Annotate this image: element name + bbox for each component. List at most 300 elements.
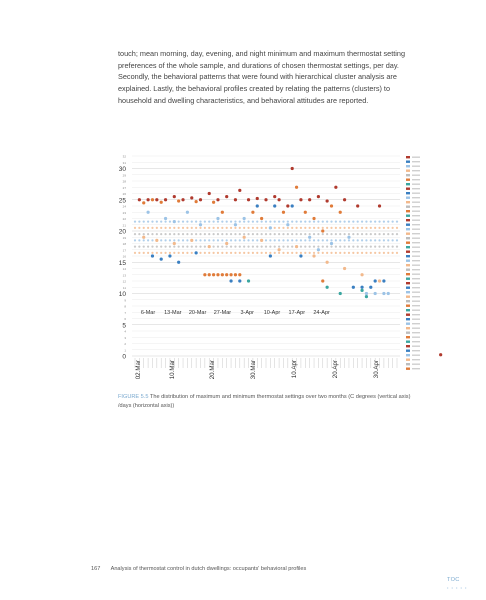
band-point: [252, 227, 254, 229]
band-point: [252, 252, 254, 254]
legend-entry: [412, 355, 420, 356]
band-point: [221, 233, 223, 235]
legend-swatch: [406, 300, 410, 302]
band-point: [365, 227, 367, 229]
band-point: [256, 252, 258, 254]
band-point: [274, 246, 276, 248]
band-point: [317, 233, 319, 235]
band-point: [239, 233, 241, 235]
data-point: [360, 273, 363, 276]
band-point: [230, 239, 232, 241]
legend-swatch: [406, 224, 410, 226]
legend-entry: [412, 319, 420, 320]
band-point: [156, 233, 158, 235]
band-point: [335, 252, 337, 254]
band-point: [182, 221, 184, 223]
band-point: [169, 246, 171, 248]
band-point: [256, 227, 258, 229]
y-axis-ticks: [119, 155, 127, 361]
band-point: [295, 221, 297, 223]
legend-swatch: [406, 314, 410, 316]
data-point: [304, 211, 307, 214]
data-points: [138, 167, 443, 356]
legend-swatch: [406, 206, 410, 208]
chart-legend: [406, 156, 420, 370]
data-point: [247, 198, 250, 201]
band-point: [378, 246, 380, 248]
data-point: [234, 198, 237, 201]
legend-entry: [412, 229, 420, 230]
band-point: [138, 221, 140, 223]
data-point: [247, 279, 250, 282]
band-point: [330, 239, 332, 241]
band-point: [287, 252, 289, 254]
band-point: [309, 221, 311, 223]
band-point: [173, 233, 175, 235]
band-point: [199, 221, 201, 223]
band-point: [134, 233, 136, 235]
band-point: [199, 252, 201, 254]
band-point: [357, 233, 359, 235]
band-point: [143, 239, 145, 241]
band-point: [195, 233, 197, 235]
band-point: [383, 239, 385, 241]
band-point: [164, 233, 166, 235]
band-point: [392, 252, 394, 254]
legend-swatch: [406, 332, 410, 334]
toc-dots: • • • • •: [447, 585, 468, 590]
y-minor-tick-label: 7: [124, 310, 126, 315]
data-point: [234, 223, 237, 226]
y-minor-tick-label: 22: [122, 217, 126, 221]
band-point: [335, 239, 337, 241]
legend-swatch: [406, 215, 410, 217]
legend-swatch: [406, 246, 410, 248]
band-point: [370, 221, 372, 223]
band-point: [339, 227, 341, 229]
band-point: [339, 252, 341, 254]
legend-swatch: [406, 291, 410, 293]
band-point: [147, 227, 149, 229]
band-point: [221, 252, 223, 254]
band-point: [178, 252, 180, 254]
data-point: [312, 254, 315, 257]
data-point: [256, 204, 259, 207]
toc-link[interactable]: TOC: [447, 577, 460, 583]
band-point: [186, 246, 188, 248]
band-point: [178, 227, 180, 229]
y-minor-tick-label: 16: [122, 254, 126, 259]
data-point: [238, 189, 241, 192]
band-point: [387, 246, 389, 248]
y-tick-label: 0: [122, 353, 126, 361]
band-point: [269, 239, 271, 241]
body-paragraph: touch; mean morning, day, evening, and night minimum and maximum thermostat setting preferences of the whole sample, and durations of chosen thermostat settings, per day. Secondly, the behavioral patterns that were found with hierarchical cluster analysis are explained. Lastly, the behavioral profiles created by relating the patterns (clusters) to household and dwelling characteristics, and behavioral attitudes are reported.: [118, 49, 406, 105]
band-point: [147, 239, 149, 241]
band-point: [208, 227, 210, 229]
band-point: [156, 227, 158, 229]
legend-swatch: [406, 323, 410, 325]
band-point: [278, 239, 280, 241]
data-point: [225, 242, 228, 245]
band-point: [230, 252, 232, 254]
band-point: [326, 221, 328, 223]
legend-swatch: [406, 179, 410, 181]
band-point: [392, 233, 394, 235]
band-point: [339, 221, 341, 223]
data-point: [317, 195, 320, 198]
band-point: [191, 227, 193, 229]
band-point: [300, 227, 302, 229]
band-point: [282, 233, 284, 235]
band-point: [326, 252, 328, 254]
bottom-date-label: 02.Mar: [135, 360, 142, 380]
bottom-date-label: 10.Apr: [291, 360, 298, 379]
band-point: [221, 227, 223, 229]
data-point: [382, 279, 385, 282]
legend-swatch: [406, 309, 410, 311]
y-tick-label: 25: [118, 197, 126, 205]
data-point: [164, 217, 167, 220]
band-point: [243, 239, 245, 241]
legend-swatch: [406, 305, 410, 307]
legend-swatch: [406, 219, 410, 221]
band-point: [378, 252, 380, 254]
band-point: [387, 227, 389, 229]
band-point: [239, 246, 241, 248]
legend-entry: [412, 323, 420, 324]
legend-entry: [412, 287, 420, 288]
band-point: [361, 233, 363, 235]
band-point: [182, 233, 184, 235]
page-footer: [91, 566, 306, 572]
band-point: [326, 246, 328, 248]
band-point: [156, 221, 158, 223]
legend-swatch: [406, 363, 410, 365]
data-point: [334, 186, 337, 189]
y-minor-tick-label: 26: [122, 192, 126, 196]
band-point: [178, 221, 180, 223]
band-point: [330, 221, 332, 223]
band-point: [230, 246, 232, 248]
data-point: [264, 198, 267, 201]
band-point: [230, 233, 232, 235]
band-point: [378, 227, 380, 229]
band-point: [151, 246, 153, 248]
band-point: [160, 227, 162, 229]
data-point: [326, 199, 329, 202]
y-minor-tick-label: 17: [122, 248, 126, 253]
band-point: [138, 233, 140, 235]
band-point: [313, 246, 315, 248]
data-point: [208, 192, 211, 195]
band-point: [357, 246, 359, 248]
band-point: [295, 239, 297, 241]
data-point: [147, 198, 150, 201]
band-point: [313, 227, 315, 229]
band-point: [151, 233, 153, 235]
band-point: [208, 239, 210, 241]
band-point: [344, 252, 346, 254]
band-point: [374, 246, 376, 248]
legend-entry: [412, 359, 420, 360]
data-point: [286, 204, 289, 207]
band-point: [169, 227, 171, 229]
band-point: [287, 246, 289, 248]
band-point: [265, 221, 267, 223]
band-point: [352, 246, 354, 248]
data-point: [216, 198, 219, 201]
caption-text: The distribution of maximum and minimum thermostat settings over two months (C degrees (vertical axis) /days (horizontal axis)): [118, 394, 411, 409]
band-point: [326, 233, 328, 235]
band-point: [261, 252, 263, 254]
band-point: [396, 239, 398, 241]
data-point: [439, 353, 442, 356]
legend-swatch: [406, 273, 410, 275]
legend-swatch: [406, 282, 410, 284]
band-point: [326, 239, 328, 241]
data-point: [208, 273, 211, 276]
data-point: [177, 261, 180, 264]
y-minor-tick-label: 8: [124, 304, 126, 309]
band-point: [217, 221, 219, 223]
band-point: [261, 227, 263, 229]
band-point: [357, 227, 359, 229]
band-point: [143, 233, 145, 235]
band-point: [143, 221, 145, 223]
band-point: [278, 246, 280, 248]
data-point: [347, 236, 350, 239]
data-point: [234, 273, 237, 276]
band-point: [226, 239, 228, 241]
band-point: [287, 227, 289, 229]
band-point: [322, 227, 324, 229]
legend-swatch: [406, 170, 410, 172]
legend-swatch: [406, 264, 410, 266]
y-minor-tick-label: 24: [122, 204, 126, 209]
data-point: [251, 211, 254, 214]
legend-swatch: [406, 161, 410, 163]
data-point: [339, 211, 342, 214]
band-point: [313, 233, 315, 235]
band-point: [221, 221, 223, 223]
legend-swatch: [406, 242, 410, 244]
band-point: [348, 233, 350, 235]
band-point: [282, 246, 284, 248]
band-point: [344, 221, 346, 223]
bottom-date-label: 30.Apr: [373, 360, 380, 379]
band-point: [156, 246, 158, 248]
band-point: [361, 221, 363, 223]
data-point: [369, 286, 372, 289]
band-point: [182, 227, 184, 229]
band-point: [383, 246, 385, 248]
data-point: [352, 286, 355, 289]
band-point: [291, 221, 293, 223]
legend-entry: [412, 364, 420, 365]
band-point: [243, 233, 245, 235]
band-point: [295, 233, 297, 235]
data-point: [273, 204, 276, 207]
data-point: [151, 254, 154, 257]
chart-grid: [132, 156, 400, 356]
band-point: [213, 239, 215, 241]
band-point: [295, 252, 297, 254]
band-point: [392, 227, 394, 229]
band-point: [256, 246, 258, 248]
band-point: [322, 252, 324, 254]
band-point: [239, 239, 241, 241]
band-point: [265, 233, 267, 235]
top-date-label: 13-Mar: [164, 310, 182, 316]
band-point: [304, 227, 306, 229]
data-point: [330, 204, 333, 207]
bottom-date-label: 20.Mar: [209, 360, 216, 380]
data-point: [378, 204, 381, 207]
legend-swatch: [406, 197, 410, 199]
band-point: [186, 221, 188, 223]
band-point: [378, 221, 380, 223]
band-point: [300, 233, 302, 235]
data-point: [195, 200, 198, 203]
band-point: [374, 233, 376, 235]
band-point: [160, 252, 162, 254]
data-point: [221, 273, 224, 276]
y-minor-tick-label: 32: [122, 154, 126, 159]
y-minor-tick-label: 12: [122, 279, 126, 284]
band-point: [247, 233, 249, 235]
legend-entry: [412, 251, 420, 252]
band-point: [160, 233, 162, 235]
legend-swatch: [406, 318, 410, 320]
band-point: [352, 233, 354, 235]
band-point: [143, 227, 145, 229]
legend-swatch: [406, 165, 410, 167]
band-point: [199, 239, 201, 241]
band-point: [226, 227, 228, 229]
band-point: [160, 221, 162, 223]
band-point: [243, 252, 245, 254]
y-minor-tick-label: 28: [122, 179, 126, 184]
band-point: [339, 239, 341, 241]
band-point: [182, 246, 184, 248]
band-point: [160, 246, 162, 248]
band-point: [387, 252, 389, 254]
legend-swatch: [406, 260, 410, 262]
y-minor-tick-label: 13: [122, 273, 126, 278]
band-point: [256, 221, 258, 223]
y-minor-tick-label: 23: [122, 210, 126, 215]
page-number: 167: [91, 566, 101, 572]
legend-entry: [412, 238, 420, 239]
y-minor-tick-label: 6: [124, 317, 126, 321]
data-point: [229, 279, 232, 282]
data-point: [173, 220, 176, 223]
data-point: [238, 273, 241, 276]
data-point: [212, 273, 215, 276]
band-point: [247, 252, 249, 254]
band-point: [274, 252, 276, 254]
data-point: [181, 198, 184, 201]
data-point: [160, 201, 163, 204]
band-point: [261, 233, 263, 235]
band-point: [361, 246, 363, 248]
band-point: [335, 227, 337, 229]
band-point: [304, 233, 306, 235]
band-point: [335, 246, 337, 248]
band-point: [230, 227, 232, 229]
legend-swatch: [406, 192, 410, 194]
band-point: [295, 227, 297, 229]
band-point: [370, 233, 372, 235]
band-point: [256, 239, 258, 241]
legend-swatch: [406, 228, 410, 230]
legend-swatch: [406, 345, 410, 347]
band-point: [151, 252, 153, 254]
band-point: [134, 221, 136, 223]
band-point: [217, 252, 219, 254]
band-point: [217, 233, 219, 235]
band-point: [226, 252, 228, 254]
band-point: [199, 233, 201, 235]
band-point: [322, 221, 324, 223]
band-point: [317, 246, 319, 248]
band-point: [300, 246, 302, 248]
legend-entry: [412, 193, 420, 194]
band-point: [134, 252, 136, 254]
band-point: [226, 246, 228, 248]
legend-entry: [412, 197, 420, 198]
band-point: [164, 227, 166, 229]
data-point: [291, 204, 294, 207]
data-point: [291, 167, 294, 170]
data-point: [221, 211, 224, 214]
band-point: [330, 227, 332, 229]
bottom-date-label: 10.Mar: [169, 360, 176, 380]
legend-swatch: [406, 278, 410, 280]
band-point: [374, 252, 376, 254]
band-point: [138, 227, 140, 229]
band-point: [243, 221, 245, 223]
data-point: [269, 226, 272, 229]
band-point: [234, 252, 236, 254]
band-point: [304, 252, 306, 254]
band-point: [274, 221, 276, 223]
data-point: [278, 248, 281, 251]
band-point: [330, 252, 332, 254]
top-date-label: 6-Mar: [140, 310, 156, 316]
band-point: [365, 233, 367, 235]
band-point: [352, 227, 354, 229]
band-point: [143, 252, 145, 254]
data-point: [195, 251, 198, 254]
band-point: [151, 221, 153, 223]
y-minor-tick-label: 27: [122, 185, 126, 190]
band-point: [164, 252, 166, 254]
band-point: [330, 233, 332, 235]
band-point: [169, 221, 171, 223]
x-axis-ticks: [135, 358, 397, 368]
data-point: [356, 204, 359, 207]
band-point: [300, 221, 302, 223]
data-point: [374, 279, 377, 282]
band-point: [291, 233, 293, 235]
legend-entry: [412, 220, 420, 221]
band-point: [208, 252, 210, 254]
band-point: [282, 227, 284, 229]
top-date-label: 24-Apr: [313, 310, 330, 316]
band-point: [378, 233, 380, 235]
